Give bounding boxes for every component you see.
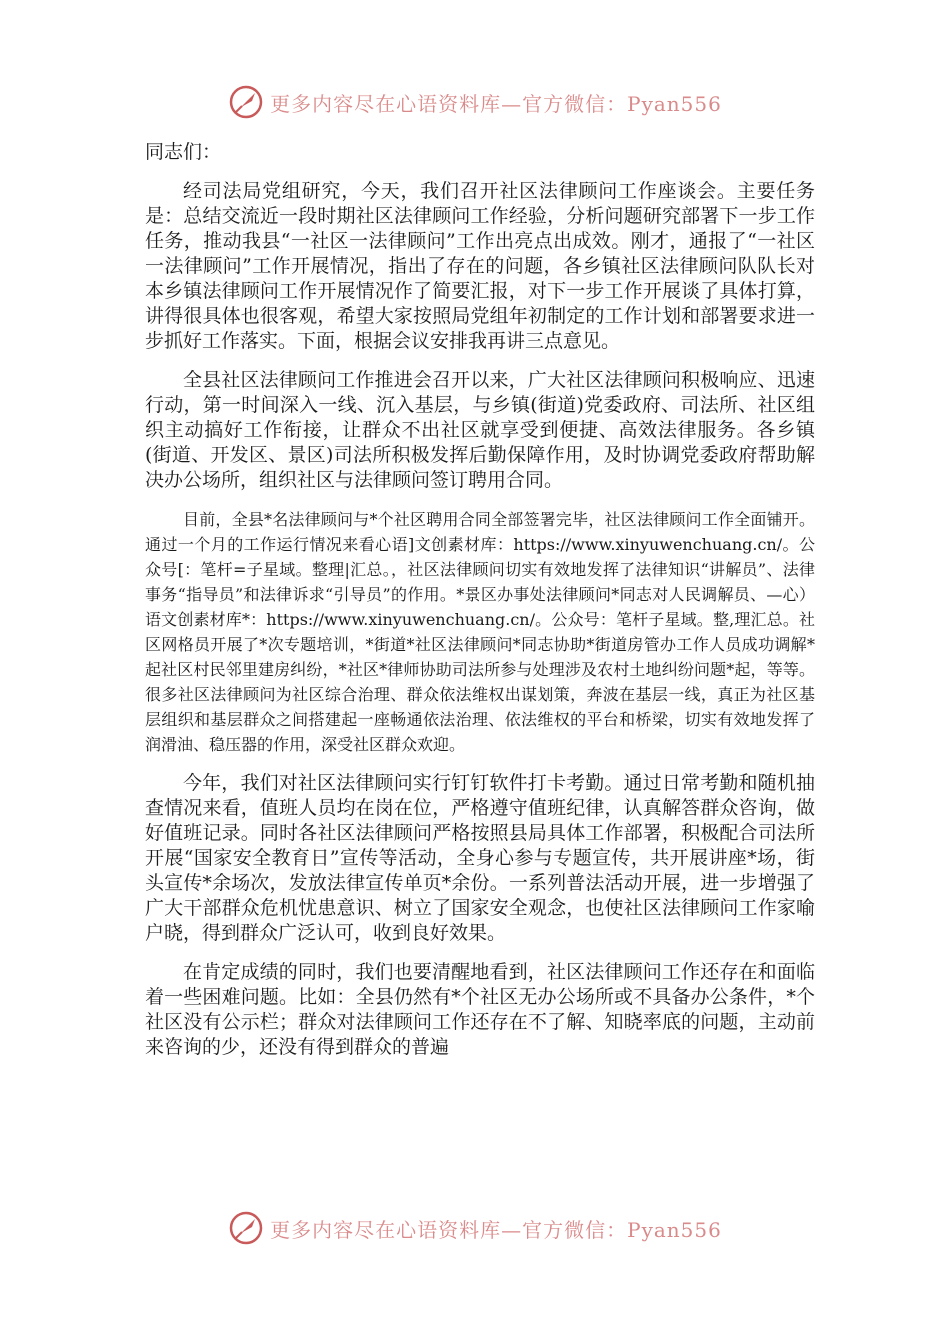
paragraph-1: 经司法局党组研究，今天，我们召开社区法律顾问工作座谈会。主要任务是：总结交流近一段时期社区法律顾问工作经验，分析问题研究部署下一步工作任务，推动我县“一社区一法律顾问”工作出亮点出成效。刚才，通报了“一社区一法律顾问”工作开展情况，指出了存在的问题，各乡镇社区法律顾问队队长对本乡镇法律顾问工作开展情况作了简要汇报，对下一步工作开展谈了具体打算，讲得很具体也很客观，希望大家按照局党组年初制定的工作计划和部署要求进一步抓好工作落实。下面，根据会议安排我再讲三点意见。 [145,180,815,352]
header-banner-text: 更多内容尽在心语资料库—官方微信：Pyan556 [270,91,722,116]
paragraph-2: 全县社区法律顾问工作推进会召开以来，广大社区法律顾问积极响应、迅速行动，第一时间深入一线、沉入基层，与乡镇(街道)党委政府、司法所、社区组织主动搞好工作衔接，让群众不出社区就享受到便捷、高效法律服务。各乡镇(街道、开发区、景区)司法所积极发挥后勤保障作用，及时协调党委政府帮助解决办公场所，组织社区与法律顾问签订聘用合同。 [145,369,815,491]
paragraph-3: 目前，全县*名法律顾问与*个社区聘用合同全部签署完毕，社区法律顾问工作全面铺开。通过一个月的工作运行情况来看心语]文创素材库：https://www.xinyuwenchuang.cn/。公众号[：笔杆=子星域。整理|汇总。，社区法律顾问切实有效地发挥了法律知识“讲解员”、法律事务“指导员”和法律诉求“引导员”的作用。*景区办事处法律顾问*同志对人民调解员、—心）语文创素材库*：https://www.xinyuwenchuang.cn/。公众号：笔杆子星域。整,理汇总。社区网格员开展了*次专题培训，*街道*社区法律顾问*同志协助*街道房管办工作人员成功调解*起社区村民邻里建房纠纷，*社区*律师协助司法所参与处理涉及农村土地纠纷问题*起，等等。很多社区法律顾问为社区综合治理、群众依法维权出谋划策，奔波在基层一线，真正为社区基层组织和基层群众之间搭建起一座畅通依法治理、依法维权的平台和桥梁，切实有效地发挥了润滑油、稳压器的作用，深受社区群众欢迎。 [145,510,815,754]
quill-logo-icon [228,1210,264,1246]
footer-watermark-banner [0,1208,950,1248]
quill-logo-icon [228,84,264,120]
footer-banner-text: 更多内容尽在心语资料库—官方微信：Pyan556 [270,1217,722,1242]
paragraph-5: 在肯定成绩的同时，我们也要清醒地看到，社区法律顾问工作还存在和面临着一些困难问题。比如：全县仍然有*个社区无办公场所或不具备办公条件，*个社区没有公示栏；群众对法律顾问工作还存在不了解、知晓率底的问题，主动前来咨询的少，还没有得到群众的普遍 [145,961,815,1058]
paragraph-4: 今年，我们对社区法律顾问实行钉钉软件打卡考勤。通过日常考勤和随机抽查情况来看，值班人员均在岗在位，严格遵守值班纪律，认真解答群众咨询，做好值班记录。同时各社区法律顾问严格按照县局具体工作部署，积极配合司法所开展“国家安全教育日”宣传等活动，全身心参与专题宣传，共开展讲座*场，街头宣传*余场次，发放法律宣传单页*余份。一系列普法活动开展，进一步增强了广大干部群众危机忧患意识、树立了国家安全观念，也使社区法律顾问工作家喻户晓，得到群众广泛认可，收到良好效果。 [145,772,815,944]
header-watermark-banner [0,82,950,122]
greeting: 同志们： [145,141,222,163]
document-body [145,140,815,1074]
